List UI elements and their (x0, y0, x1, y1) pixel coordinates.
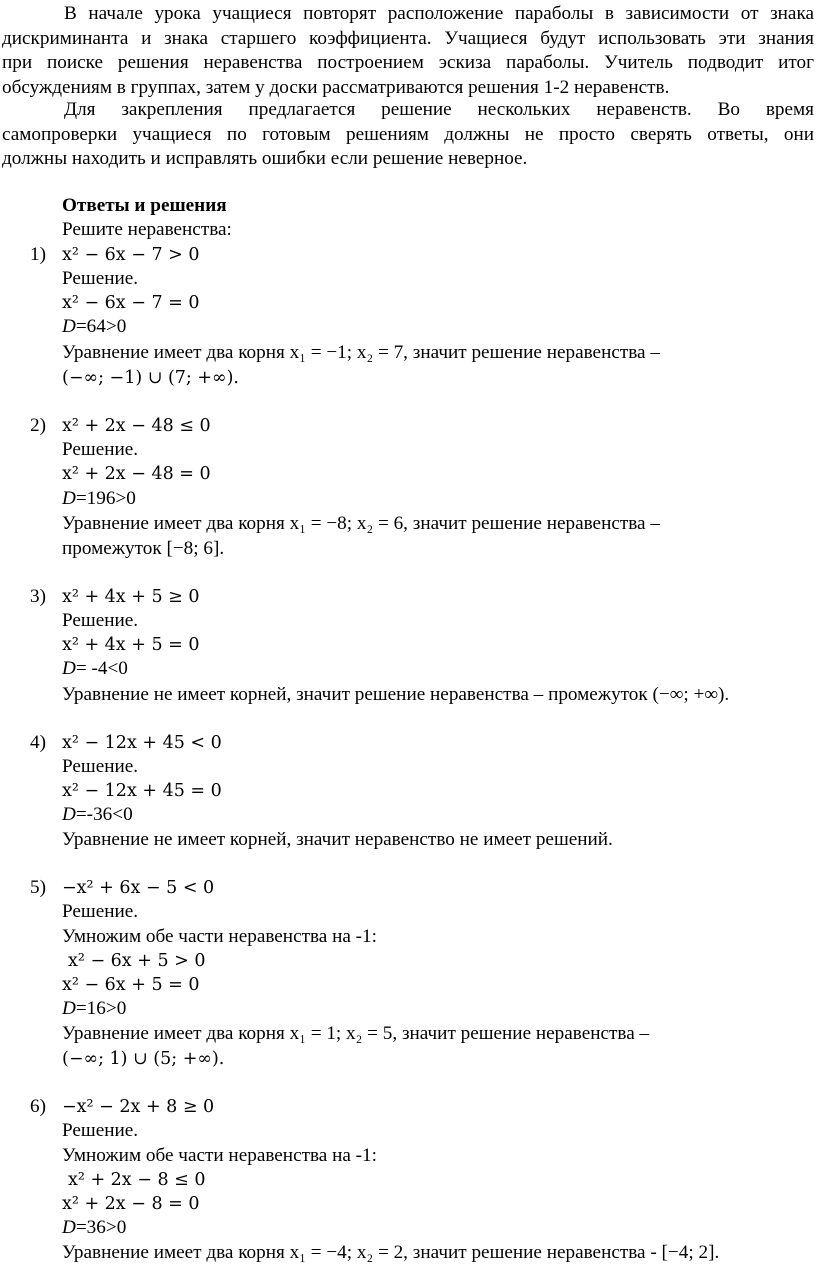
problem-inequality: −x² − 2x + 8 ≥ 0 (62, 1097, 215, 1117)
solution-label: Решение. (62, 610, 139, 631)
equation: x² − 12x + 45 = 0 (62, 781, 222, 801)
conclusion: Уравнение не имеет корней, значит неравенство не имеет решений. (62, 829, 613, 850)
section-title: Ответы и решения (62, 195, 227, 216)
conclusion: Уравнение не имеет корней, значит решение неравенства – промежуток (−∞; +∞). (62, 684, 730, 705)
section-prompt: Решите неравенства: (62, 219, 232, 240)
intro-paragraph-2 (2, 98, 814, 172)
intro-paragraph-1 (2, 2, 814, 100)
answer: промежуток [−8; 6]. (62, 538, 225, 559)
solution-label: Решение. (62, 439, 139, 460)
discriminant (62, 487, 136, 511)
problem-number: 1) (30, 244, 46, 265)
text-line: Для закрепления предлагается решение нескольких неравенств. Во время (64, 99, 814, 120)
problem-number: 3) (30, 586, 46, 607)
solution-label: Решение. (62, 268, 139, 289)
disc-letter: D (62, 804, 76, 825)
problem-inequality: −x² + 6x − 5 < 0 (62, 878, 215, 898)
discriminant (62, 997, 126, 1021)
conclusion: Уравнение имеет два корня x₁ = −1; x₂ = 7, значит решение неравенства – (62, 342, 660, 363)
equation: x² + 2x − 48 = 0 (62, 464, 211, 484)
disc-value: =64>0 (75, 316, 127, 337)
disc-letter: D (62, 1217, 76, 1238)
answer: (−∞; −1) ∪ (7; +∞). (62, 368, 239, 388)
transformed-inequality: x² − 6x + 5 > 0 (68, 951, 206, 971)
problem-inequality: x² − 12x + 45 < 0 (62, 733, 222, 753)
text-line: обсуждениям в группах, затем у доски рассматриваются решения 1-2 неравенств. (2, 76, 670, 98)
problem-number: 5) (30, 877, 46, 898)
disc-value: =16>0 (75, 998, 127, 1019)
text-line: самопроверки учащиеся по готовым решениям должны не просто сверять ответы, они (2, 123, 814, 145)
discriminant (62, 657, 128, 681)
text-line: дискриминанта и знака старшего коэффициента. Учащиеся будут использовать эти знания (2, 27, 814, 49)
disc-value: = -4<0 (75, 658, 128, 679)
discriminant (62, 803, 133, 827)
disc-letter: D (62, 316, 76, 337)
problem-number: 4) (30, 732, 46, 753)
discriminant (62, 1216, 126, 1240)
equation: x² + 2x − 8 = 0 (62, 1194, 200, 1214)
equation: x² − 6x − 7 = 0 (62, 293, 200, 313)
discriminant (62, 315, 126, 339)
disc-value: =36>0 (75, 1217, 127, 1238)
disc-value: =-36<0 (75, 804, 133, 825)
conclusion: Уравнение имеет два корня x₁ = 1; x₂ = 5, значит решение неравенства – (62, 1023, 650, 1044)
problem-number: 2) (30, 415, 46, 436)
disc-letter: D (62, 998, 76, 1019)
problem-inequality: x² + 2x − 48 ≤ 0 (62, 416, 211, 436)
problem-inequality: x² − 6x − 7 > 0 (62, 245, 200, 265)
equation: x² + 4x + 5 = 0 (62, 635, 200, 655)
multiply-label: Умножим обе части неравенства на -1: (62, 926, 377, 947)
text-line: при поиске решения неравенства построением эскиза параболы. Учитель подводит итог (2, 52, 814, 74)
text-line: В начале урока учащиеся повторят расположение параболы в зависимости от знака (64, 3, 814, 24)
conclusion: Уравнение имеет два корня x₁ = −8; x₂ = 6, значит решение неравенства – (62, 513, 660, 534)
disc-letter: D (62, 658, 76, 679)
solution-label: Решение. (62, 756, 139, 777)
solution-label: Решение. (62, 1120, 139, 1141)
text-line: должны находить и исправлять ошибки если решение неверное. (2, 148, 528, 170)
equation: x² − 6x + 5 = 0 (62, 975, 200, 995)
solution-label: Решение. (62, 901, 139, 922)
transformed-inequality: x² + 2x − 8 ≤ 0 (68, 1170, 206, 1190)
disc-letter: D (62, 488, 76, 509)
problem-inequality: x² + 4x + 5 ≥ 0 (62, 587, 200, 607)
multiply-label: Умножим обе части неравенства на -1: (62, 1145, 377, 1166)
problem-number: 6) (30, 1096, 46, 1117)
disc-value: =196>0 (75, 488, 136, 509)
answer: (−∞; 1) ∪ (5; +∞). (62, 1049, 225, 1069)
conclusion: Уравнение имеет два корня x₁ = −4; x₂ = 2, значит решение неравенства - [−4; 2]. (62, 1242, 720, 1263)
